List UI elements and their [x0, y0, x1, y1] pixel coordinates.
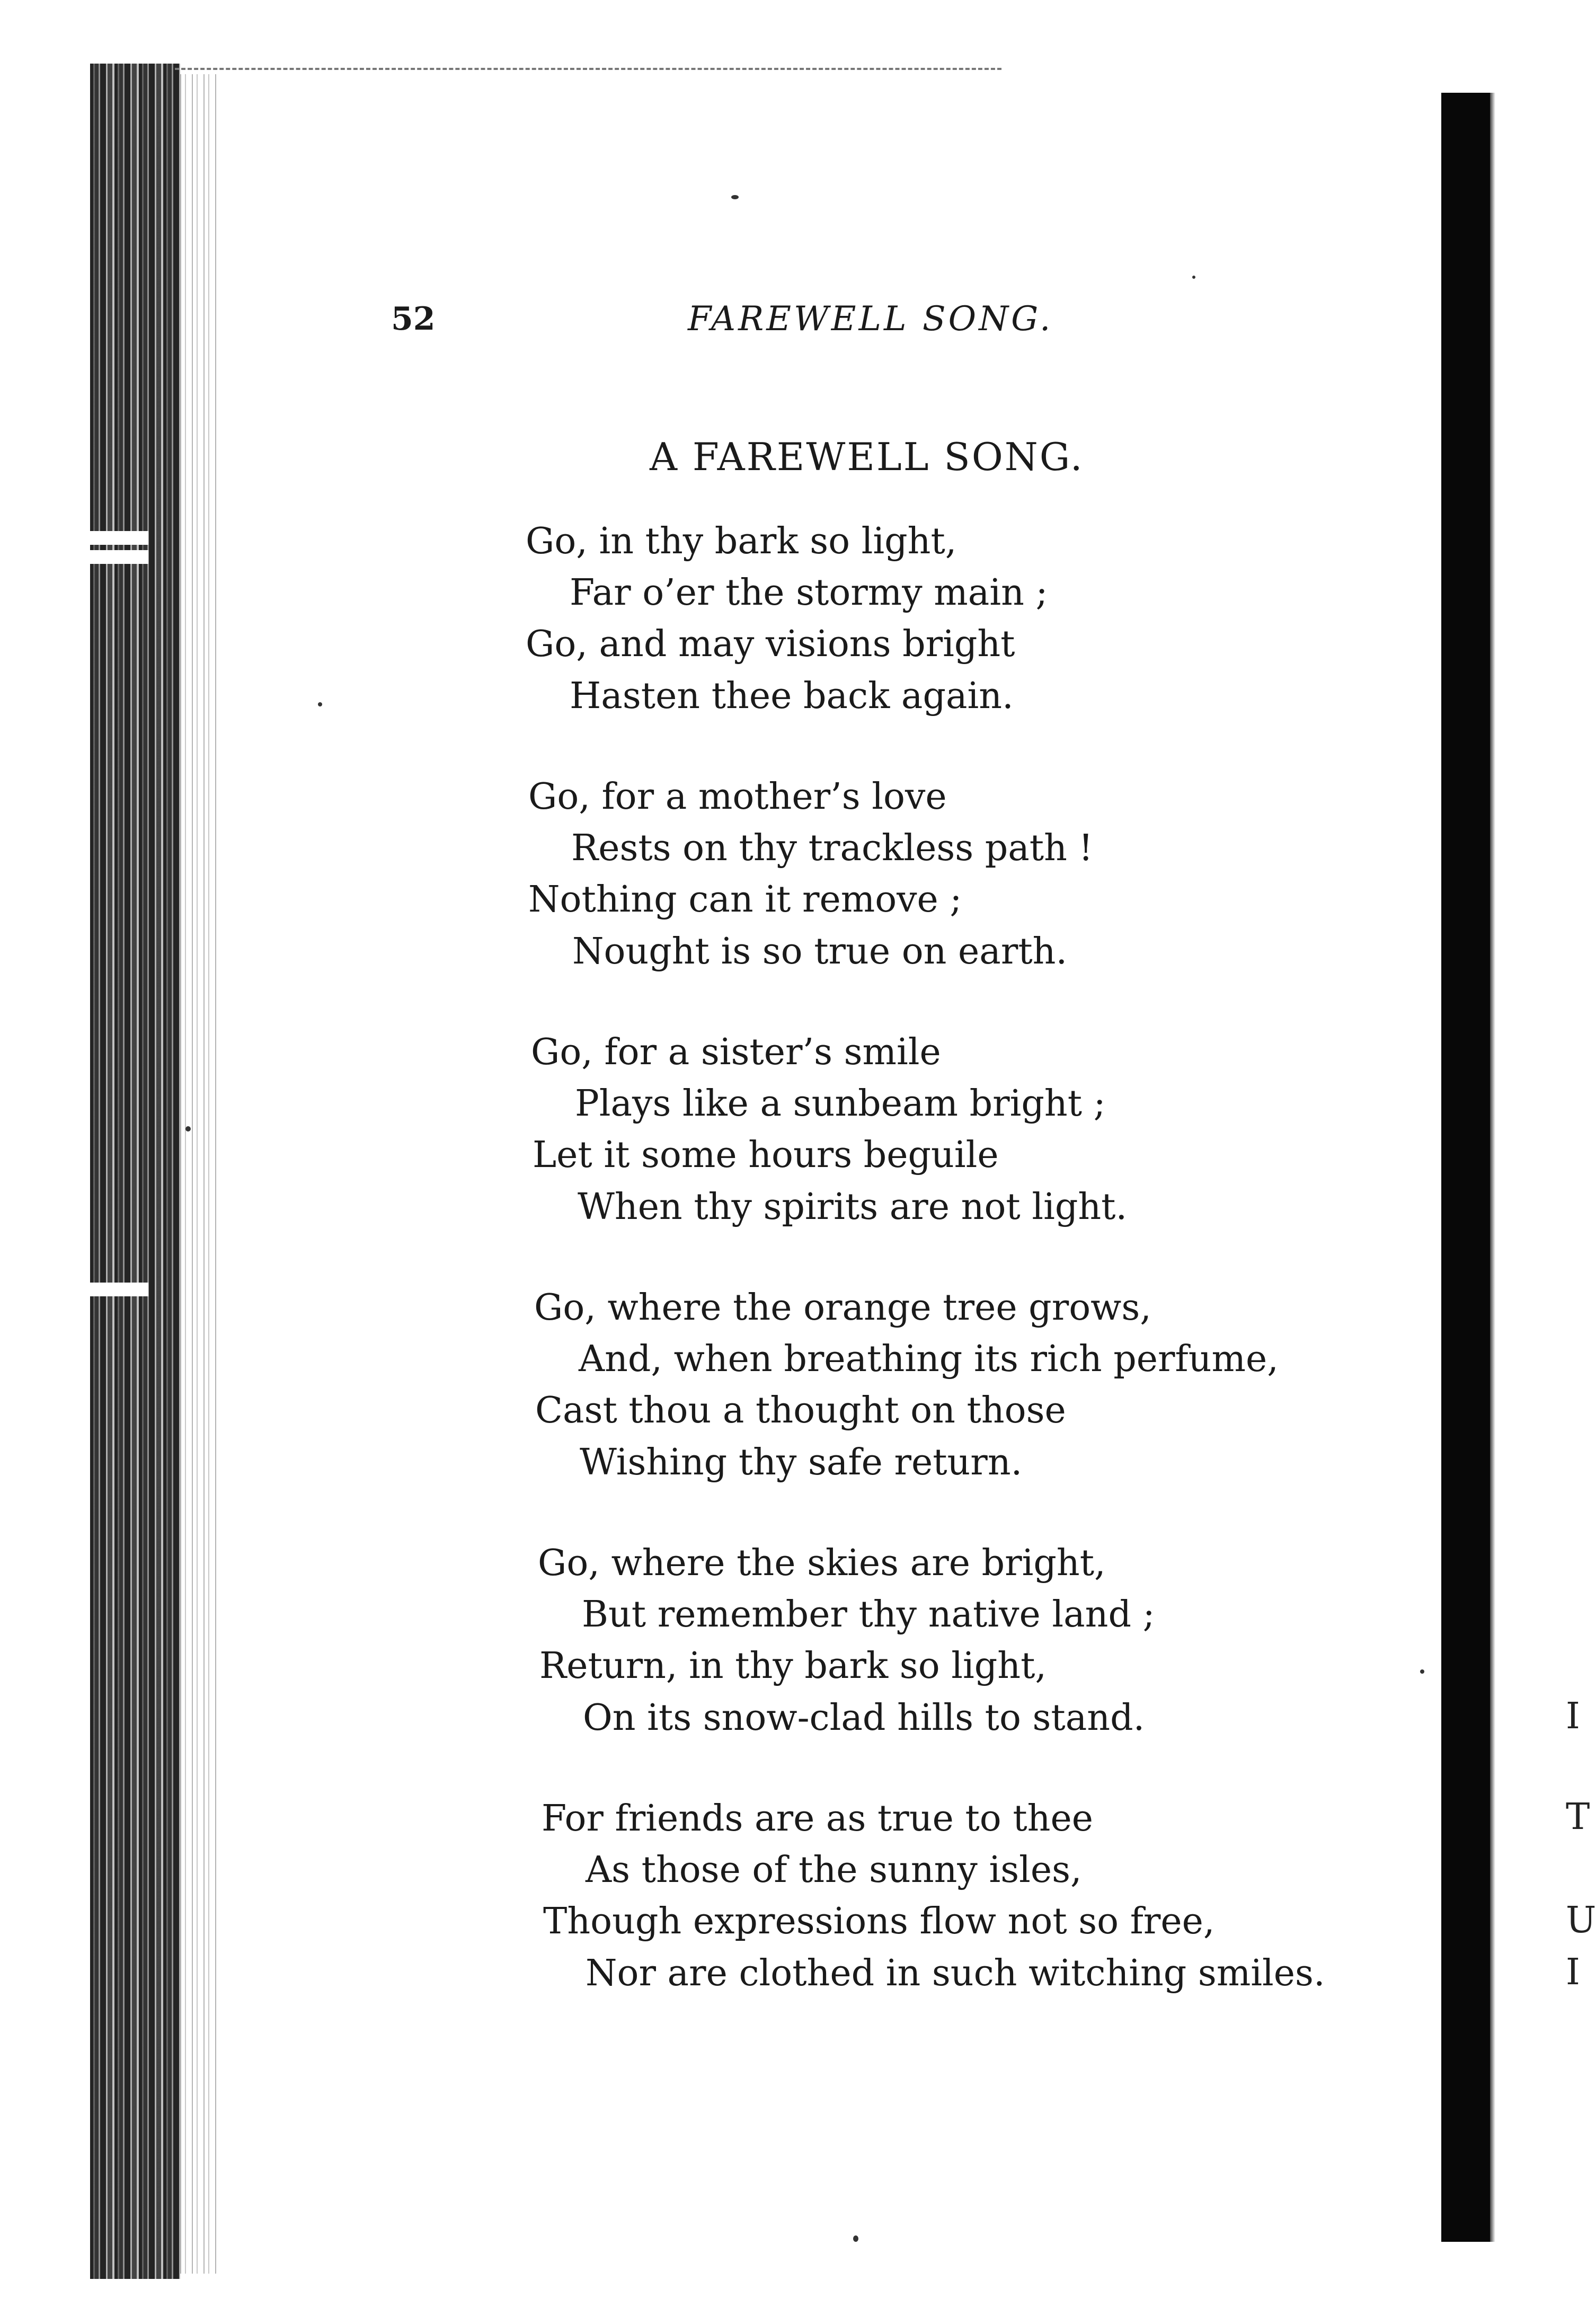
poem-line: On its snow-clad hills to stand.: [583, 1697, 1145, 1739]
binding-notch: [90, 531, 148, 545]
poem-line: Go, in thy bark so light,: [526, 520, 957, 562]
poem-line: Go, for a sister’s smile: [531, 1031, 941, 1073]
poem-line: Cast thou a thought on those: [535, 1390, 1066, 1431]
poem-line: Nothing can it remove ;: [528, 879, 962, 921]
poem-line: Go, and may visions bright: [526, 623, 1015, 665]
poem-line: Wishing thy safe return.: [580, 1442, 1023, 1483]
poem-line: Go, where the skies are bright,: [538, 1542, 1106, 1584]
scan-speck: [1420, 1669, 1424, 1674]
poem-line: Plays like a sunbeam bright ;: [575, 1083, 1106, 1125]
poem-line: As those of the sunny isles,: [586, 1849, 1082, 1891]
facing-page-fragment: T: [1566, 1796, 1590, 1838]
top-rule: [175, 68, 1001, 70]
page-number: 52: [391, 300, 436, 338]
right-binding-shadow: [1490, 93, 1495, 2242]
poem-line: Let it some hours beguile: [533, 1134, 999, 1176]
scan-speck: [853, 2235, 858, 2242]
poem-line: When thy spirits are not light.: [578, 1186, 1128, 1228]
poem-line: Return, in thy bark so light,: [539, 1645, 1047, 1687]
right-binding-edge: [1441, 93, 1490, 2242]
facing-page-fragment: U: [1566, 1899, 1596, 1941]
facing-page-fragment: I: [1566, 1951, 1580, 1993]
scan-speck: [731, 195, 739, 199]
poem-line: Go, where the orange tree grows,: [534, 1287, 1151, 1329]
poem-line: Hasten thee back again.: [570, 675, 1014, 717]
scan-speck: [318, 702, 322, 706]
facing-page-fragment: I: [1566, 1695, 1580, 1737]
binding-notch: [90, 1283, 148, 1296]
poem-line: Nought is so true on earth.: [572, 931, 1068, 973]
poem-line: Far o’er the stormy main ;: [570, 572, 1048, 614]
left-binding-shadow: [180, 74, 217, 2274]
running-title: FAREWELL SONG.: [688, 299, 1053, 339]
poem-line: For friends are as true to thee: [542, 1798, 1093, 1840]
poem-line: Nor are clothed in such witching smiles.: [586, 1952, 1325, 1994]
poem-line: Rests on thy trackless path !: [571, 827, 1093, 869]
poem-title: A FAREWELL SONG.: [650, 435, 1084, 479]
poem-line: Go, for a mother’s love: [528, 776, 947, 818]
left-binding-edge: [90, 64, 180, 2279]
scan-speck: [185, 1126, 191, 1132]
poem-line: Though expressions flow not so free,: [543, 1901, 1215, 1942]
scan-speck: [1192, 276, 1195, 279]
poem-line: And, when breathing its rich perfume,: [579, 1338, 1279, 1380]
poem-line: But remember thy native land ;: [582, 1594, 1155, 1636]
binding-notch: [90, 550, 148, 564]
